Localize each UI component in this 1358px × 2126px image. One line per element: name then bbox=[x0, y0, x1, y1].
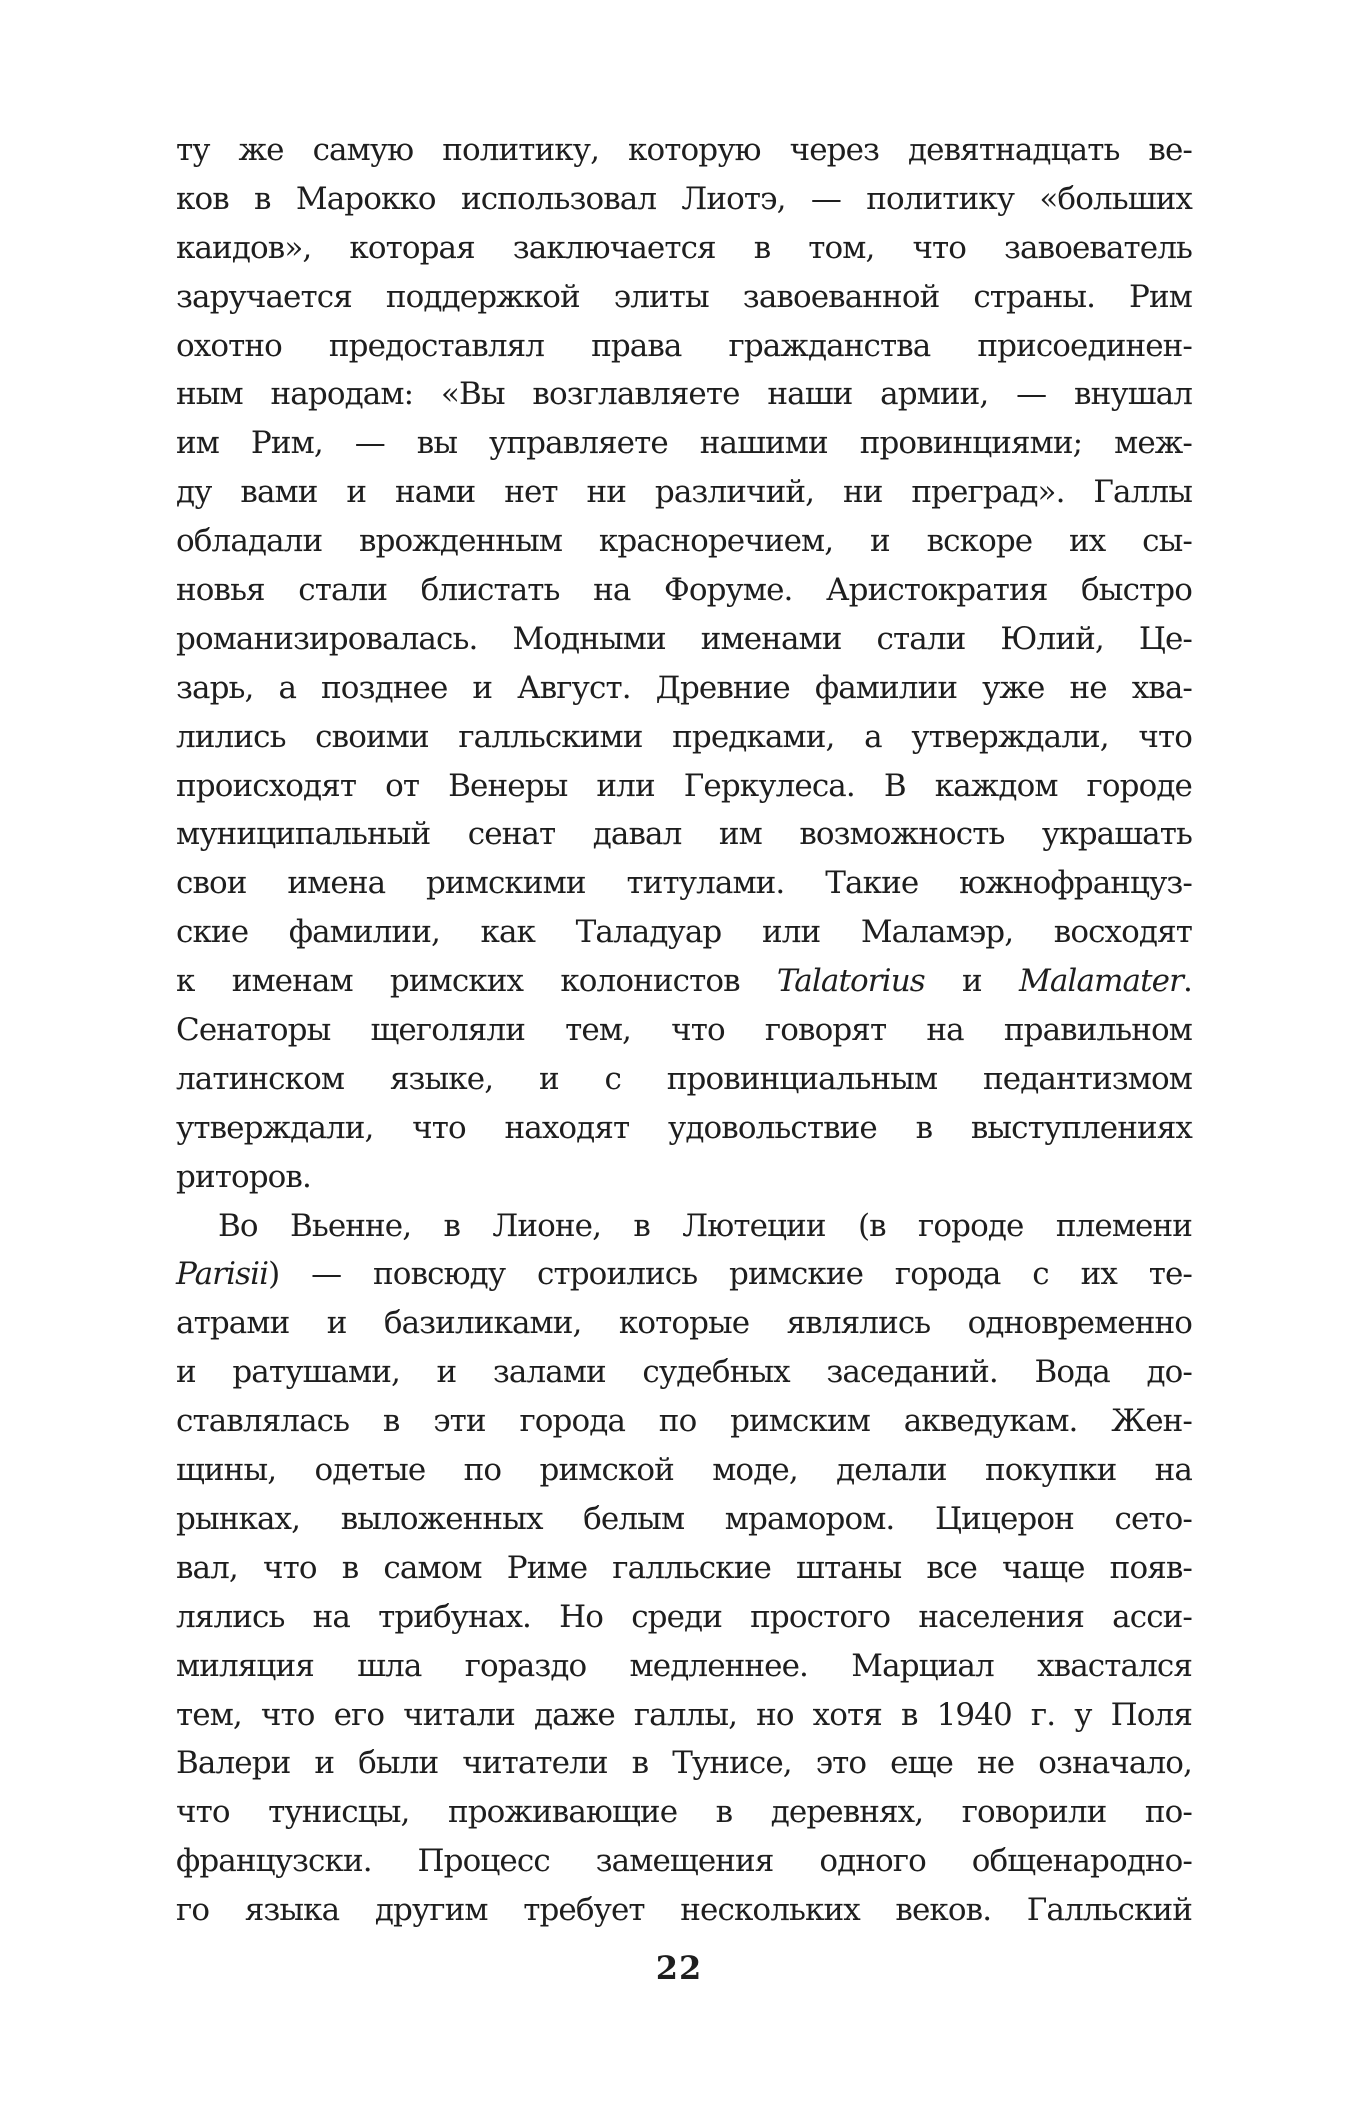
text-line: романизировалась. Модными именами стали Юлий, Це- bbox=[176, 620, 1192, 657]
text-line: миляция шла гораздо медленнее. Марциал хвастался bbox=[176, 1647, 1192, 1684]
text-segment: ) — повсюду строились римские города с их те- bbox=[268, 1256, 1192, 1293]
text-line: го языка другим требует нескольких веков. Галльский bbox=[176, 1892, 1192, 1929]
text-line: ту же самую политику, которую через девятнадцать ве- bbox=[176, 132, 1192, 168]
text-line bbox=[176, 957, 1192, 1006]
page-number: 22 bbox=[655, 1949, 703, 1987]
text-line: обладали врожденным красноречием, и вскоре их сы- bbox=[176, 523, 1192, 560]
text-line: происходят от Венеры или Геркулеса. В каждом городе bbox=[176, 767, 1192, 804]
text-line: что тунисцы, проживающие в деревнях, говорили по- bbox=[176, 1794, 1192, 1831]
text-line: ным народам: «Вы возглавляете наши армии, — внушал bbox=[176, 376, 1192, 413]
text-line: охотно предоставлял права гражданства присоединен- bbox=[176, 327, 1192, 364]
text-line: Сенаторы щеголяли тем, что говорят на правильном bbox=[176, 1012, 1192, 1049]
text-line: ду вами и нами нет ни различий, ни преград». Галлы bbox=[176, 474, 1192, 511]
text-line: свои имена римскими титулами. Такие южнофранцуз- bbox=[176, 865, 1192, 902]
text-line: ков в Марокко использовал Лиотэ, — политику «больших bbox=[176, 180, 1192, 217]
paragraph-end-line: риторов. bbox=[176, 1158, 311, 1195]
text-segment: и bbox=[924, 963, 1019, 1000]
text-line bbox=[176, 1250, 1192, 1299]
text-line: французски. Процесс замещения одного общенародно- bbox=[176, 1843, 1192, 1880]
text-line: атрами и базиликами, которые являлись одновременно bbox=[176, 1305, 1192, 1342]
text-line: и ратушами, и залами судебных заседаний. Вода до- bbox=[176, 1354, 1192, 1391]
text-line: вал, что в самом Риме галльские штаны все чаще появ- bbox=[176, 1549, 1192, 1586]
text-line: утверждали, что находят удовольствие в выступлениях bbox=[176, 1109, 1192, 1146]
body-text bbox=[176, 126, 1192, 1935]
text-line: лялись на трибунах. Но среди простого населения асси- bbox=[176, 1598, 1192, 1635]
text-line: Валери и были читатели в Тунисе, это еще не означало, bbox=[176, 1745, 1192, 1782]
latin-name-talatorius: Talatorius bbox=[776, 963, 925, 1000]
text-segment: . bbox=[1183, 963, 1192, 1000]
text-line: новья стали блистать на Форуме. Аристократия быстро bbox=[176, 572, 1192, 609]
text-line: ские фамилии, как Таладуар или Маламэр, восходят bbox=[176, 914, 1192, 951]
text-segment: к именам римских колонистов bbox=[176, 963, 777, 1000]
text-line: им Рим, — вы управляете нашими провинциями; меж- bbox=[176, 425, 1192, 462]
text-line: каидов», которая заключается в том, что завоеватель bbox=[176, 229, 1192, 266]
text-line: муниципальный сенат давал им возможность украшать bbox=[176, 816, 1192, 853]
text-line: ставлялась в эти города по римским акведукам. Жен- bbox=[176, 1403, 1192, 1440]
text-line: заручается поддержкой элиты завоеванной страны. Рим bbox=[176, 278, 1192, 315]
text-line: рынках, выложенных белым мрамором. Цицерон сето- bbox=[176, 1500, 1192, 1537]
text-line: лились своими галльскими предками, а утверждали, что bbox=[176, 718, 1192, 755]
text-line: тем, что его читали даже галлы, но хотя в 1940 г. у Поля bbox=[176, 1696, 1192, 1733]
text-line: латинском языке, и с провинциальным педантизмом bbox=[176, 1060, 1192, 1097]
paragraph-start-line: Во Вьенне, в Лионе, в Лютеции (в городе племени bbox=[218, 1207, 1192, 1244]
latin-name-malamater: Malamater bbox=[1019, 963, 1184, 1000]
text-line: щины, одетые по римской моде, делали покупки на bbox=[176, 1452, 1192, 1489]
text-line: зарь, а позднее и Август. Древние фамилии уже не хва- bbox=[176, 669, 1192, 706]
latin-name-parisii: Parisii bbox=[176, 1256, 269, 1293]
